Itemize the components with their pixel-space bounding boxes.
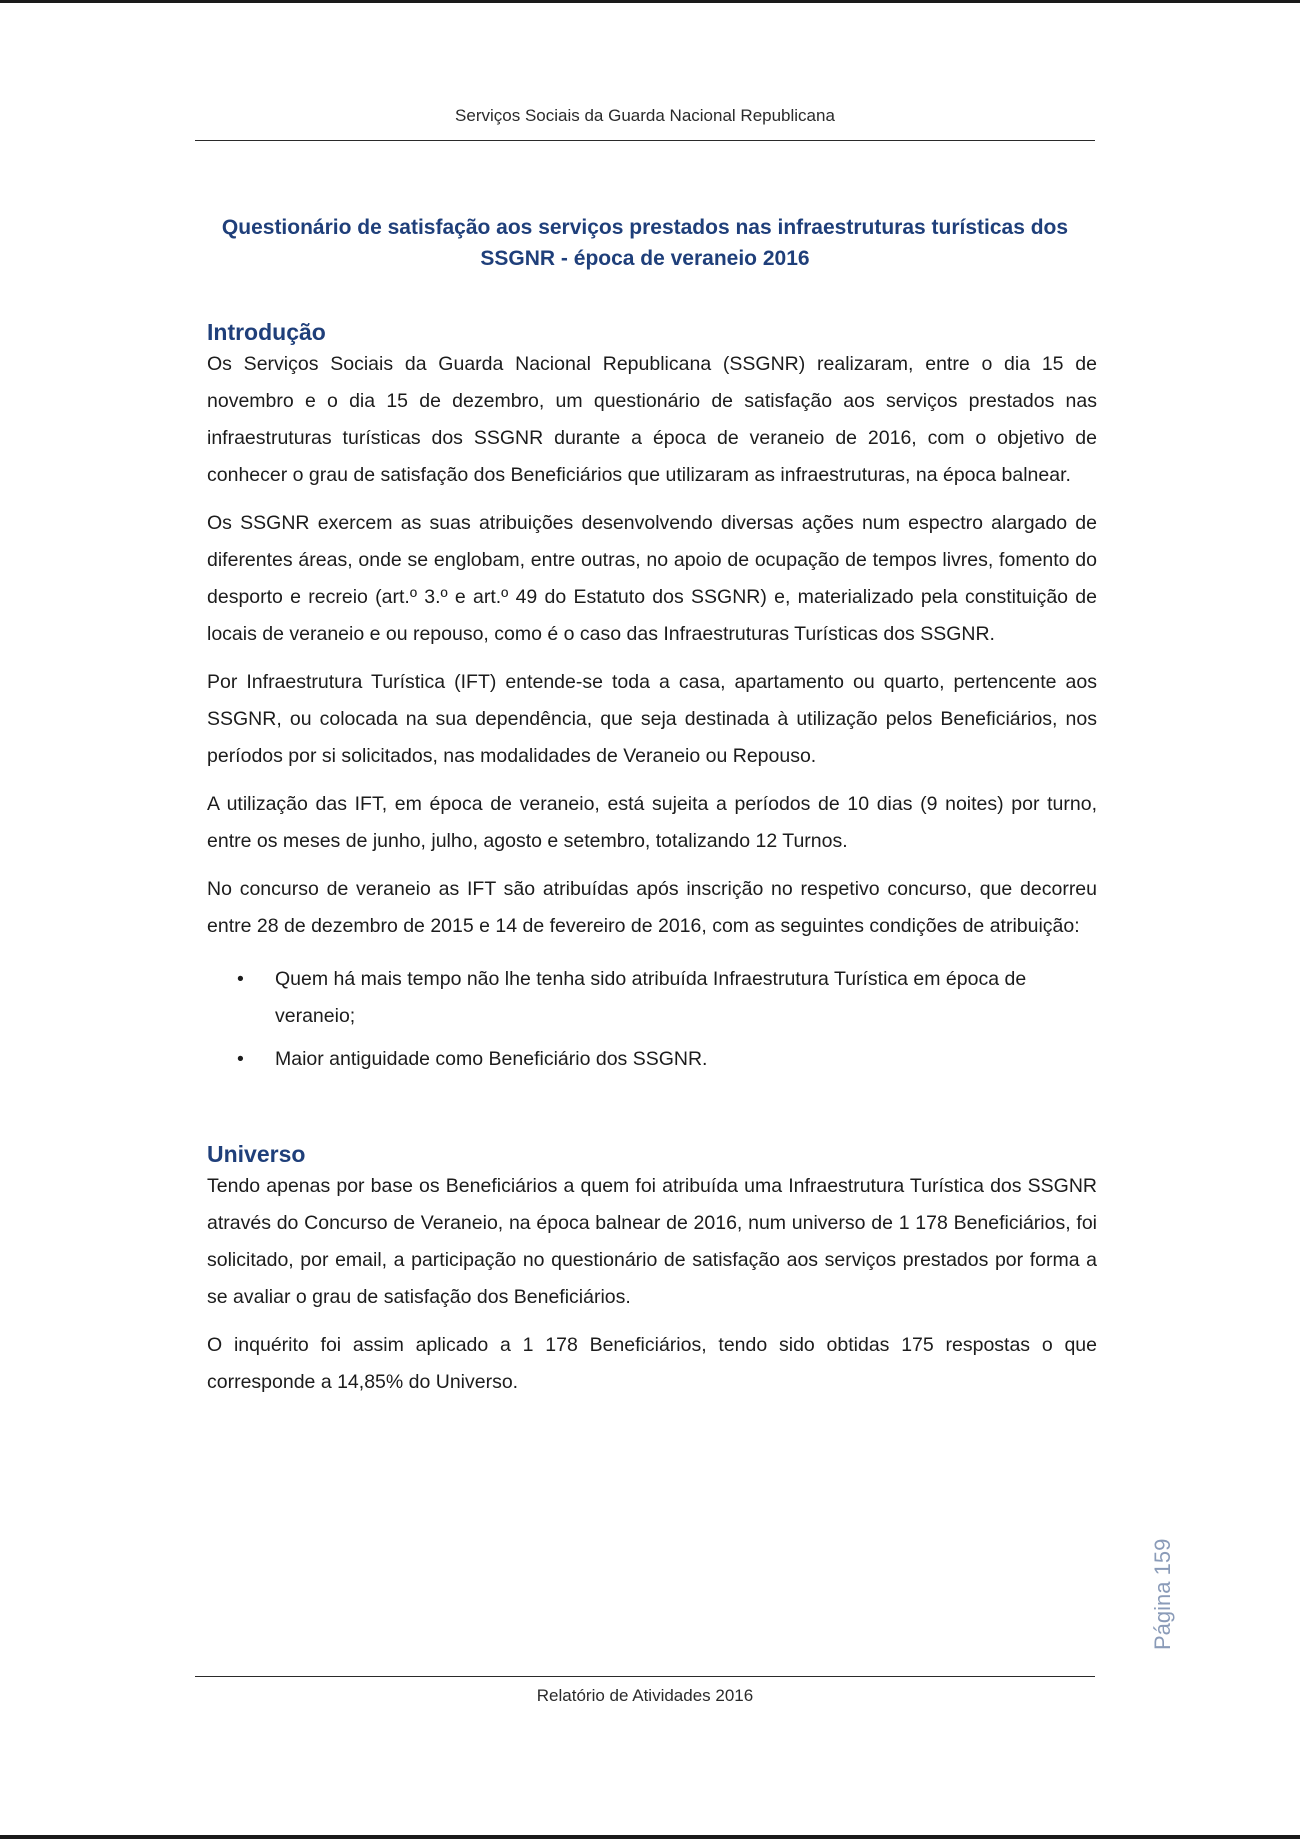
scan-edge-top	[0, 0, 1300, 3]
section-introducao	[207, 318, 1097, 1078]
list-item-text: Maior antiguidade como Beneficiário dos SSGNR.	[275, 1048, 708, 1070]
paragraph: No concurso de veraneio as IFT são atribuídas após inscrição no respetivo concurso, que decorreu entre 28 de dezembro de 2015 e 14 de fevereiro de 2016, com as seguintes condições de atribuição:	[207, 878, 1097, 937]
list-item-text: Quem há mais tempo não lhe tenha sido atribuída Infraestrutura Turística em época de veraneio;	[275, 968, 1027, 1027]
section-heading-introducao: Introdução	[207, 319, 326, 345]
document-title	[195, 212, 1095, 274]
header-divider	[195, 140, 1095, 141]
footer-divider	[195, 1676, 1095, 1677]
document-title-line-2: SSGNR - época de veraneio 2016	[480, 247, 810, 270]
paragraph: Os Serviços Sociais da Guarda Nacional Republicana (SSGNR) realizaram, entre o dia 15 de novembro e o dia 15 de dezembro, um questionário de satisfação aos serviços prestados nas infraestruturas turísticas dos SSGNR durante a época de veraneio de 2016, com o objetivo de conhecer o grau de satisfação dos Beneficiários que utilizaram as infraestruturas, na época balnear.	[207, 353, 1097, 486]
scan-edge-bottom	[0, 1835, 1300, 1839]
document-body	[207, 318, 1097, 1412]
list-item	[207, 1041, 1097, 1078]
document-title-line-1: Questionário de satisfação aos serviços prestados nas infraestruturas turísticas dos	[221, 216, 1069, 239]
page-number: Página 159	[1150, 1538, 1175, 1650]
section-spacer	[207, 1084, 1097, 1140]
paragraph: A utilização das IFT, em época de veraneio, está sujeita a períodos de 10 dias (9 noites) por turno, entre os meses de junho, julho, agosto e setembro, totalizando 12 Turnos.	[207, 793, 1097, 852]
list-item	[207, 961, 1097, 1035]
paragraph: Por Infraestrutura Turística (IFT) entende-se toda a casa, apartamento ou quarto, pertencente aos SSGNR, ou colocada na sua dependência, que seja destinada à utilização pelos Beneficiários, nos períodos por si solicitados, nas modalidades de Veraneio ou Repouso.	[207, 671, 1097, 767]
page-header: Serviços Sociais da Guarda Nacional Republicana	[455, 106, 835, 125]
paragraph: O inquérito foi assim aplicado a 1 178 Beneficiários, tendo sido obtidas 175 respostas o que corresponde a 14,85% do Universo.	[207, 1334, 1097, 1393]
page-footer: Relatório de Atividades 2016	[536, 1686, 754, 1705]
section-heading-universo: Universo	[207, 1141, 306, 1167]
bullet-dot-icon: •	[237, 968, 244, 990]
paragraph: Tendo apenas por base os Beneficiários a quem foi atribuída uma Infraestrutura Turística dos SSGNR através do Concurso de Veraneio, na época balnear de 2016, num universo de 1 178 Beneficiários, foi solicitado, por email, a participação no questionário de satisfação aos serviços prestados por forma a se avaliar o grau de satisfação dos Beneficiários.	[207, 1175, 1097, 1308]
bullet-dot-icon: •	[237, 1048, 244, 1070]
paragraph: Os SSGNR exercem as suas atribuições desenvolvendo diversas ações num espectro alargado de diferentes áreas, onde se englobam, entre outras, no apoio de ocupação de tempos livres, fomento do desporto e recreio (art.º 3.º e art.º 49 do Estatuto dos SSGNR) e, materializado pela constituição de locais de veraneio e ou repouso, como é o caso das Infraestruturas Turísticas dos SSGNR.	[207, 512, 1097, 645]
bullet-list	[207, 961, 1097, 1078]
section-universo	[207, 1140, 1097, 1401]
